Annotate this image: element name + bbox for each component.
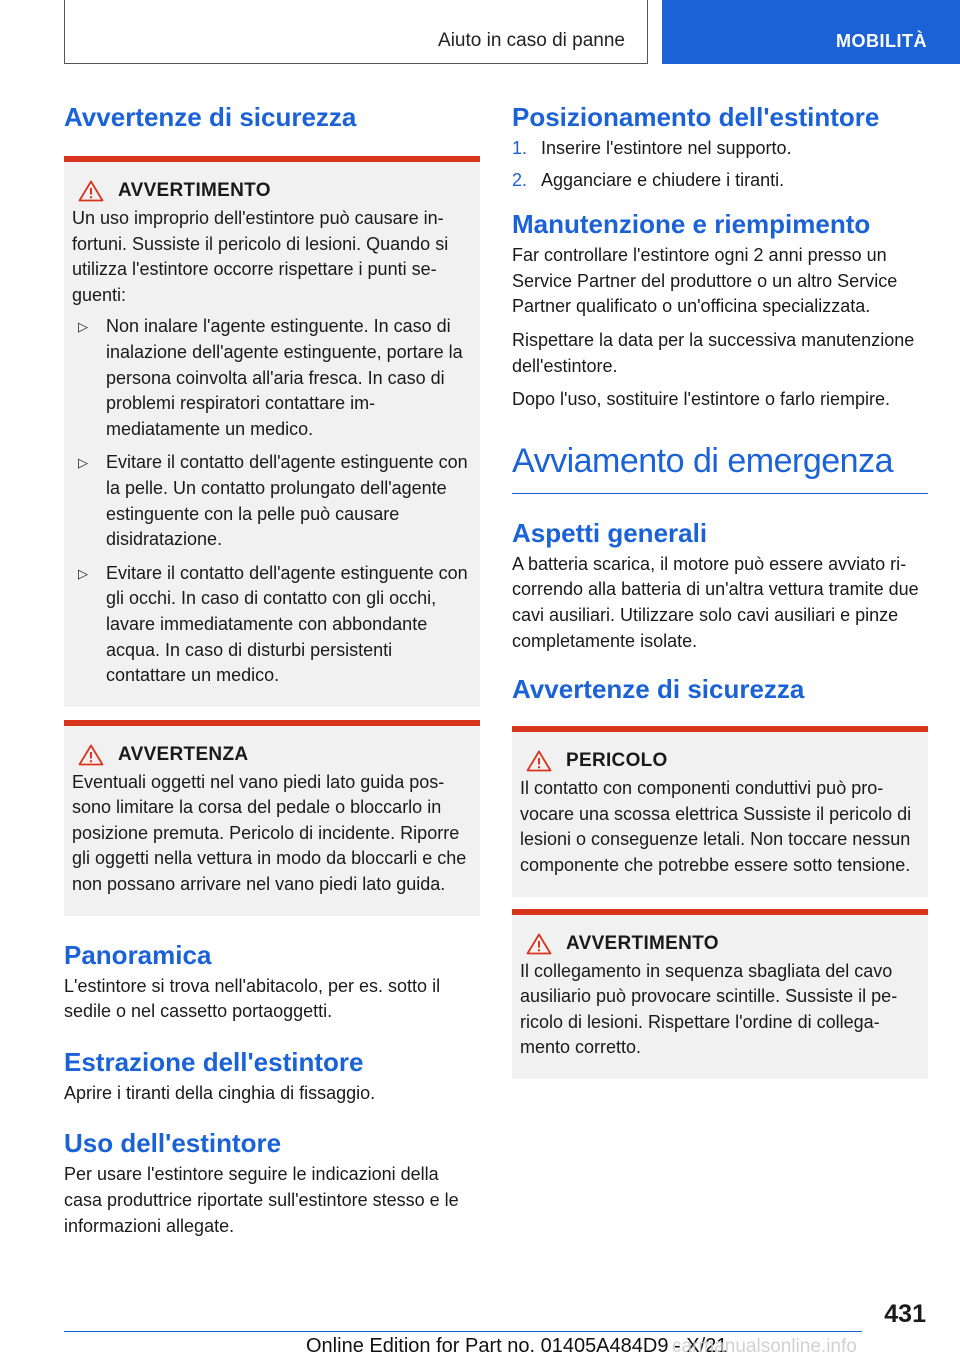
positioning-steps [512,136,928,193]
safety-heading-right: Avvertenze di sicurezza [512,674,805,705]
step-number: 1. [512,138,528,158]
list-item [512,136,928,162]
warning-box-jumper-cable [512,909,928,1079]
warning-text: Eventuali oggetti nel vano piedi lato guida possono limitare la corsa del pedale o bloccarlo in posizione premuta. Pericolo di incidente. Riporre gli oggetti nella vettura in modo da bloccarli e che non possano arrivare nel vano piedi lato guida. [72,771,467,895]
watermark: carmanualsonline.info [672,1336,857,1357]
danger-text: Il contatto con componenti conduttivi può provocare una scossa elettrica Sussiste il pericolo di lesioni o conseguenze letali. Non toccare nessun componente che potrebbe essere sotto tensione. [520,778,912,875]
warning-intro: Un uso improprio dell'estintore può causare infortuni. Sussiste il pericolo di lesioni. Quando si utilizza l'estintore occorre rispettare i punti seguenti: [72,208,449,305]
page-number: 431 [884,1300,926,1328]
step-text: Agganciare e chiudere i tiranti. [541,169,785,190]
header-section-box [64,0,648,64]
safety-heading-left: Avvertenze di sicurezza [64,102,357,132]
general-heading: Aspetti generali [512,517,708,548]
triangle-bullet-icon: ▷ [78,565,88,581]
general-text: A batteria scarica, il motore può essere avviato ricorrendo alla batteria di un'altra vettura tramite due cavi ausiliari. Utilizzare solo cavi ausiliari e pinze completamente isolate. [512,553,919,651]
danger-box [512,726,928,896]
footer-edition-text: Online Edition for Part no. 01405A484D9 - X/21 [306,1335,728,1357]
overview-text: L'estintore si trova nell'abitacolo, per es. sotto il sedile o nel cassetto portaoggetti. [64,975,441,1022]
warning-title: AVVERTIMENTO [118,180,271,201]
warning-text: Il collegamento in sequenza sbagliata del cavo ausiliario può provocare scintille. Sussiste il pericolo di lesioni. Rispettare l'ordine di collegamento corretto. [520,960,898,1058]
warning-triangle-icon [526,933,552,955]
overview-heading: Panoramica [64,939,212,970]
left-column [64,100,480,1239]
warning-bullet-list [72,314,472,688]
maintenance-text-1: Far controllare l'estintore ogni 2 anni presso un Service Partner del produttore o un altro Service Partner qualificato o un'officina specializzata. [512,245,898,317]
maintenance-heading: Manutenzione e riempimento [512,209,871,240]
header-section-title: Aiuto in caso di panne [438,30,625,51]
triangle-bullet-icon: ▷ [78,319,88,335]
footer-divider [64,1331,862,1332]
use-heading: Uso dell'estintore [64,1128,282,1159]
use-text: Per usare l'estintore seguire le indicazioni della casa produttrice riportate sull'estintore stesso e le informazioni allegate. [64,1164,459,1236]
step-text: Inserire l'estintore nel supporto. [541,138,792,158]
bullet-text: Evitare il contatto dell'agente estinguente con gli occhi. In caso di contatto con gli occhi, lavare immediatamente con abbondante acqua. In caso di disturbi persistenti contattare un medico. [106,562,468,686]
emergency-start-heading: Avviamento di emergenza [512,439,928,494]
header-tab-label: MOBILITÀ [836,31,927,51]
right-column [512,100,928,1079]
warning-title: AVVERTIMENTO [566,932,719,954]
warning-triangle-icon [78,180,104,202]
warning-box-extinguisher [64,156,480,707]
list-item [512,168,928,194]
danger-title: PERICOLO [566,750,668,772]
warning-box-footwell [64,720,480,916]
extraction-text: Aprire i tiranti della cinghia di fissaggio. [64,1082,376,1103]
step-number: 2. [512,169,528,190]
triangle-bullet-icon: ▷ [78,455,88,471]
warning-triangle-icon [78,744,104,766]
list-item [72,450,472,552]
header-chapter-tab[interactable] [662,0,960,64]
list-item [72,314,472,442]
maintenance-text-3: Dopo l'uso, sostituire l'estintore o farlo riempire. [512,389,891,410]
extraction-heading: Estrazione dell'estintore [64,1046,364,1077]
warning-triangle-icon [526,750,552,772]
positioning-heading: Posizionamento dell'estintore [512,102,880,132]
bullet-text: Evitare il contatto dell'agente estinguente con la pelle. Un contatto prolungato dell'agente estinguente con la pelle può causare disidratazione. [106,452,468,550]
bullet-text: Non inalare l'agente estinguente. In caso di inalazione dell'agente estinguente, portare la persona coinvolta all'aria fresca. In caso di problemi respiratori contattare immediatamente un medico. [106,316,463,439]
warning-title: AVVERTENZA [118,743,249,765]
list-item [72,561,472,689]
maintenance-text-2: Rispettare la data per la successiva manutenzione dell'estintore. [512,329,915,376]
